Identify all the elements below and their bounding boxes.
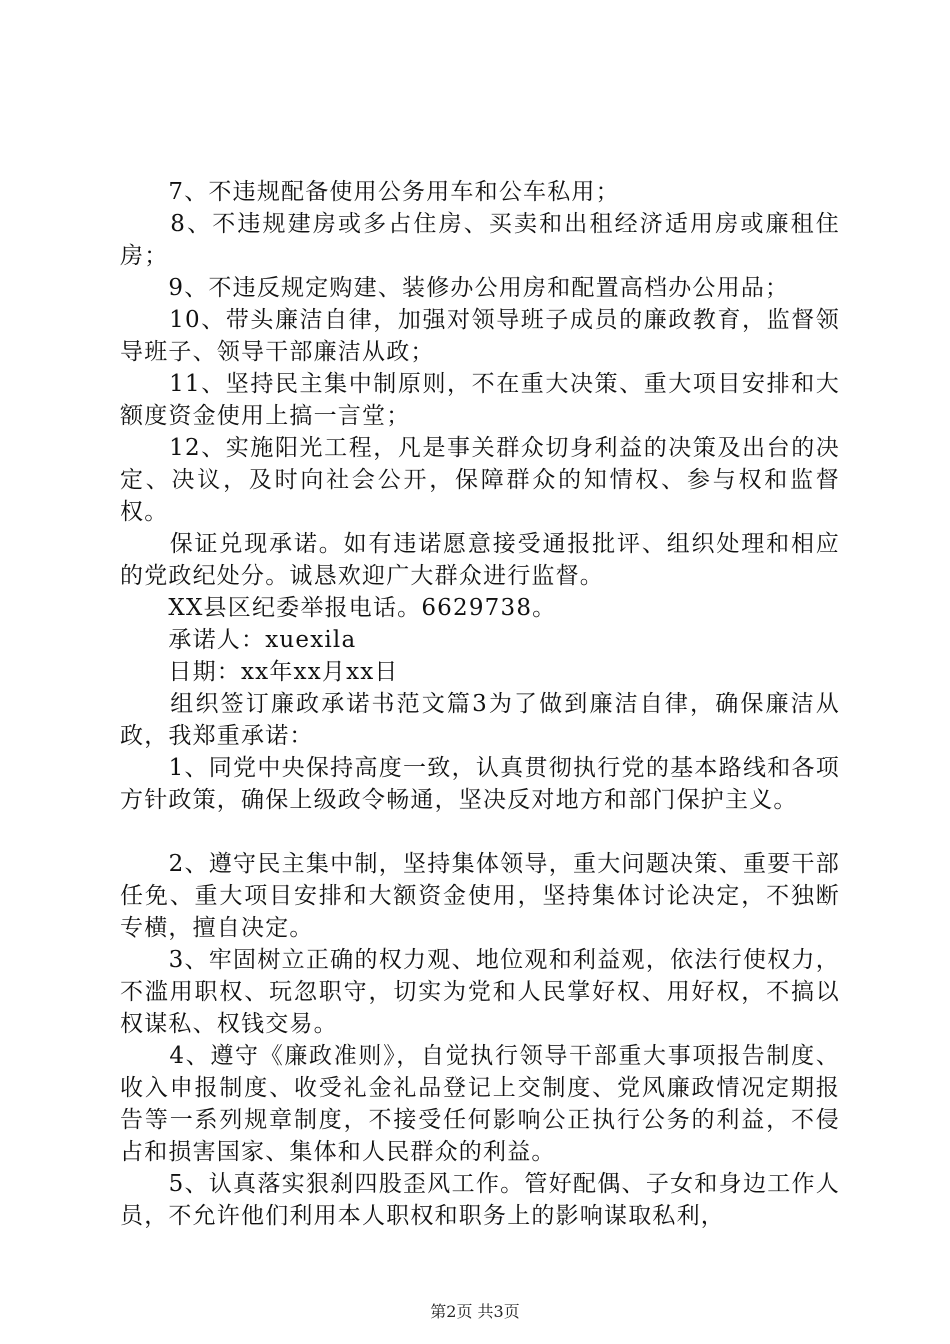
paragraph-pledge-1: 1、同党中央保持高度一致，认真贯彻执行党的基本路线和各项方针政策，确保上级政令畅通，坚决反对地方和部门保护主义。 <box>120 755 840 813</box>
paragraph-item-9: 9、不违反规定购建、装修办公用房和配置高档办公用品； <box>120 275 790 301</box>
paragraph-item-7: 7、不违规配备使用公务用车和公车私用； <box>120 179 620 205</box>
paragraph-item-11: 11、坚持民主集中制原则，不在重大决策、重大项目安排和大额度资金使用上搞一言堂； <box>120 371 840 429</box>
paragraph-pledge-2: 2、遵守民主集中制，坚持集体领导，重大问题决策、重要干部任免、重大项目安排和大额资金使用，坚持集体讨论决定，不独断专横，擅自决定。 <box>120 851 840 941</box>
paragraph-guarantee: 保证兑现承诺。如有违诺愿意接受通报批评、组织处理和相应的党政纪处分。诚恳欢迎广大群众进行监督。 <box>120 531 840 589</box>
paragraph-section-3-intro: 组织签订廉政承诺书范文篇3为了做到廉洁自律，确保廉洁从政，我郑重承诺： <box>120 691 840 749</box>
paragraph-item-10: 10、带头廉洁自律，加强对领导班子成员的廉政教育，监督领导班子、领导干部廉洁从政； <box>120 307 840 365</box>
paragraph-pledge-3: 3、牢固树立正确的权力观、地位观和利益观，依法行使权力，不滥用职权、玩忽职守，切实为党和人民掌好权、用好权，不搞以权谋私、权钱交易。 <box>120 947 840 1037</box>
paragraph-pledge-5: 5、认真落实狠刹四股歪风工作。管好配偶、子女和身边工作人员，不允许他们利用本人职权和职务上的影响谋取私利， <box>120 1171 840 1229</box>
paragraph-pledge-4: 4、遵守《廉政准则》，自觉执行领导干部重大事项报告制度、收入申报制度、收受礼金礼品登记上交制度、党风廉政情况定期报告等一系列规章制度，不接受任何影响公正执行公务的利益，不侵占和损害国家、集体和人民群众的利益。 <box>120 1043 840 1165</box>
paragraph-report-phone: XX县区纪委举报电话。6629738。 <box>120 595 557 621</box>
paragraph-item-8: 8、不违规建房或多占住房、买卖和出租经济适用房或廉租住房； <box>120 211 840 269</box>
paragraph-date: 日期：xx年xx月xx日 <box>120 659 399 685</box>
paragraph-item-12: 12、实施阳光工程，凡是事关群众切身利益的决策及出台的决定、决议，及时向社会公开，保障群众的知情权、参与权和监督权。 <box>120 435 840 525</box>
page-number-footer: 第2页 共3页 <box>430 1302 520 1321</box>
paragraph-signer: 承诺人：xuexila <box>120 627 357 653</box>
